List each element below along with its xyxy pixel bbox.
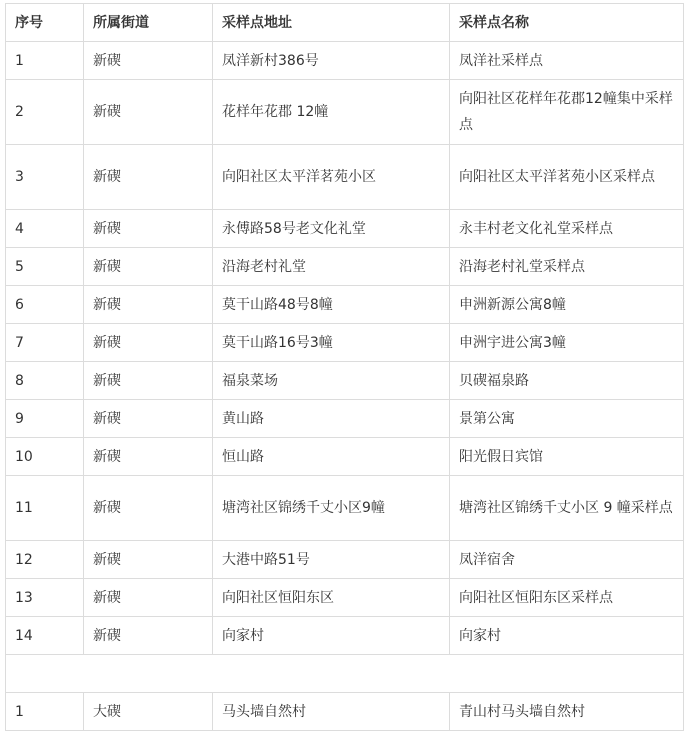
cell-address: 莫干山路16号3幢 xyxy=(213,324,450,362)
cell-street: 新碶 xyxy=(84,400,213,438)
table-row xyxy=(6,286,684,324)
table-row xyxy=(6,579,684,617)
cell-no: 13 xyxy=(6,579,84,617)
table-row xyxy=(6,438,684,476)
cell-address: 向阳社区恒阳东区 xyxy=(213,579,450,617)
cell-street: 新碶 xyxy=(84,579,213,617)
cell-name: 景第公寓 xyxy=(450,400,684,438)
cell-name: 向阳社区恒阳东区采样点 xyxy=(450,579,684,617)
cell-address: 莫干山路48号8幢 xyxy=(213,286,450,324)
table-header xyxy=(6,4,684,42)
cell-no: 4 xyxy=(6,210,84,248)
cell-street: 新碶 xyxy=(84,324,213,362)
cell-name: 沿海老村礼堂采样点 xyxy=(450,248,684,286)
cell-name: 申洲宇进公寓3幢 xyxy=(450,324,684,362)
cell-no: 1 xyxy=(6,693,84,731)
cell-street: 新碶 xyxy=(84,286,213,324)
cell-street: 新碶 xyxy=(84,541,213,579)
cell-no: 5 xyxy=(6,248,84,286)
header-name: 采样点名称 xyxy=(450,4,684,42)
cell-no: 8 xyxy=(6,362,84,400)
cell-name: 向阳社区花样年花郡12幢集中采样点 xyxy=(450,80,684,145)
cell-street: 新碶 xyxy=(84,80,213,145)
cell-address: 塘湾社区锦绣千丈小区9幢 xyxy=(213,476,450,541)
blank-separator-row xyxy=(6,655,684,693)
cell-name: 向家村 xyxy=(450,617,684,655)
table-row xyxy=(6,400,684,438)
cell-street: 新碶 xyxy=(84,42,213,80)
cell-address: 黄山路 xyxy=(213,400,450,438)
cell-name: 塘湾社区锦绣千丈小区 9 幢采样点 xyxy=(450,476,684,541)
cell-no: 12 xyxy=(6,541,84,579)
table-row xyxy=(6,693,684,731)
cell-address: 凤洋新村386号 xyxy=(213,42,450,80)
cell-name: 凤洋宿舍 xyxy=(450,541,684,579)
cell-street: 新碶 xyxy=(84,476,213,541)
header-no: 序号 xyxy=(6,4,84,42)
cell-address: 大港中路51号 xyxy=(213,541,450,579)
cell-address: 马头墙自然村 xyxy=(213,693,450,731)
cell-address: 永傅路58号老文化礼堂 xyxy=(213,210,450,248)
table-row xyxy=(6,210,684,248)
cell-address: 向阳社区太平洋茗苑小区 xyxy=(213,145,450,210)
table-row xyxy=(6,362,684,400)
cell-name: 凤洋社采样点 xyxy=(450,42,684,80)
table-row xyxy=(6,324,684,362)
header-row xyxy=(6,4,684,42)
sampling-points-table xyxy=(5,3,684,731)
table-row xyxy=(6,248,684,286)
table-row xyxy=(6,145,684,210)
cell-address: 沿海老村礼堂 xyxy=(213,248,450,286)
cell-name: 申洲新源公寓8幢 xyxy=(450,286,684,324)
cell-street: 新碶 xyxy=(84,145,213,210)
table-row xyxy=(6,476,684,541)
header-street: 所属街道 xyxy=(84,4,213,42)
cell-no: 2 xyxy=(6,80,84,145)
cell-no: 3 xyxy=(6,145,84,210)
table-body xyxy=(6,42,684,731)
cell-no: 10 xyxy=(6,438,84,476)
cell-name: 贝碶福泉路 xyxy=(450,362,684,400)
cell-no: 9 xyxy=(6,400,84,438)
cell-name: 向阳社区太平洋茗苑小区采样点 xyxy=(450,145,684,210)
cell-no: 6 xyxy=(6,286,84,324)
cell-street: 大碶 xyxy=(84,693,213,731)
cell-address: 恒山路 xyxy=(213,438,450,476)
cell-name: 青山村马头墙自然村 xyxy=(450,693,684,731)
table-row xyxy=(6,42,684,80)
cell-no: 11 xyxy=(6,476,84,541)
table-row xyxy=(6,541,684,579)
header-address: 采样点地址 xyxy=(213,4,450,42)
table-row xyxy=(6,617,684,655)
cell-no: 1 xyxy=(6,42,84,80)
cell-name: 永丰村老文化礼堂采样点 xyxy=(450,210,684,248)
cell-street: 新碶 xyxy=(84,210,213,248)
cell-name: 阳光假日宾馆 xyxy=(450,438,684,476)
cell-address: 向家村 xyxy=(213,617,450,655)
cell-no: 14 xyxy=(6,617,84,655)
cell-address: 花样年花郡 12幢 xyxy=(213,80,450,145)
cell-street: 新碶 xyxy=(84,248,213,286)
table-row xyxy=(6,80,684,145)
cell-no: 7 xyxy=(6,324,84,362)
cell-address: 福泉菜场 xyxy=(213,362,450,400)
cell-street: 新碶 xyxy=(84,438,213,476)
cell-street: 新碶 xyxy=(84,362,213,400)
blank-cell xyxy=(6,655,684,693)
cell-street: 新碶 xyxy=(84,617,213,655)
